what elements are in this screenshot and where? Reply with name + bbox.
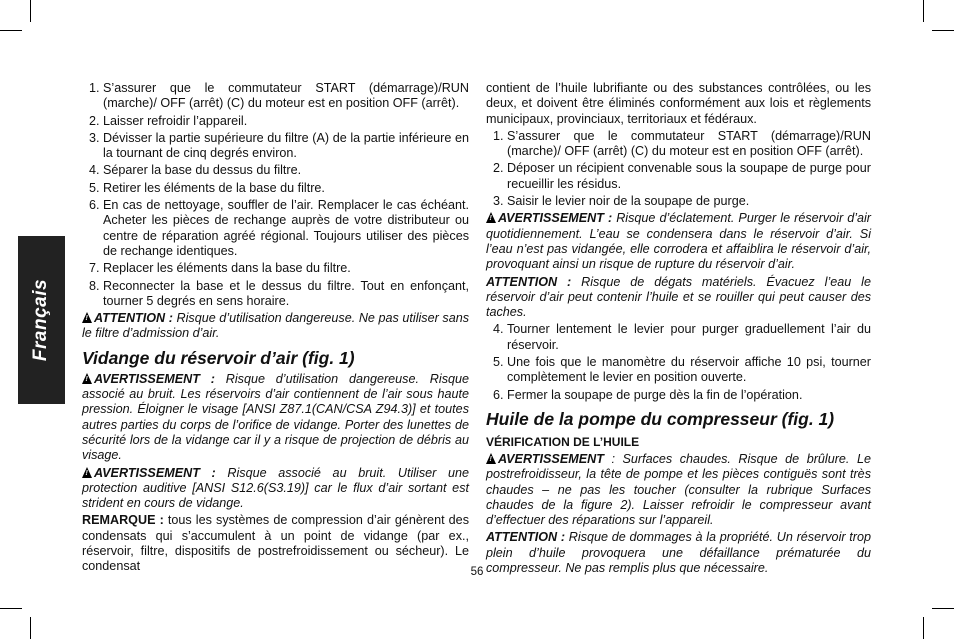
language-tab [18, 236, 65, 404]
list-item: 1. S’assurer que le commutateur START (démarrage)/RUN (marche)/ OFF (arrêt) (C) du moteur est en position OFF (arrêt). [89, 81, 469, 111]
crop-mark [0, 608, 22, 609]
attention-notice: ATTENTION : Risque de dégats matériels. Évacuez l’eau le réservoir d’air peut contenir l’huile et se rouiller qui peut causer des taches. [486, 274, 871, 320]
subsection-heading: VÉRIFICATION DE L’HUILE [486, 434, 640, 449]
warning-notice: !AVERTISSEMENT : Surfaces chaudes. Risque de brûlure. Le postrefroidisseur, la tête de pompe et les pièces contiguës sont très chaudes – ne pas les toucher (consulter la rubrique Surfaces chaudes de la figure 2). Laisser refroidir le compresseur avant d’effectuer des réparations sur l’appareil. [486, 452, 871, 528]
section-heading: Vidange du réservoir d’air (fig. 1) [82, 347, 355, 368]
note-paragraph: REMARQUE : tous les systèmes de compression d’air génèrent des condensats qui s’accumulent à un point de vidange (par ex., réservoir, filtre, dispositifs de postrefroidissement ou sécheur). Le condensat [82, 513, 469, 574]
list-item: 3. Dévisser la partie supérieure du filtre (A) de la partie inférieure en la tournant de cinq degrés environ. [89, 130, 469, 161]
list-item: 2. Déposer un récipient convenable sous la soupape de purge pour recueillir les résidus. [493, 161, 871, 191]
warning-icon [82, 373, 92, 384]
left-column [82, 81, 469, 577]
warning-icon [486, 453, 496, 464]
warning-icon [82, 467, 92, 478]
warning-icon [486, 212, 496, 223]
list-item: 5. Une fois que le manomètre du réservoir affiche 10 psi, tourner complètement le levier en position ouverte. [493, 355, 871, 385]
drain-steps-list [486, 129, 871, 209]
attention-notice: !ATTENTION : Risque d’utilisation dangereuse. Ne pas utiliser sans le filtre d’admission d’air. [82, 311, 469, 342]
list-item: 7. Replacer les éléments dans la base du filtre. [89, 261, 351, 276]
list-item: 8. Reconnecter la base et le dessus du filtre. Tout en enfonçant, tourner 5 degrés en sens horaire. [89, 278, 469, 308]
warning-icon [82, 312, 92, 323]
list-item: 3. Saisir le levier noir de la soupape de purge. [493, 194, 750, 209]
list-item: 6. Fermer la soupape de purge dès la fin de l’opération. [493, 387, 803, 402]
crop-mark [30, 617, 31, 639]
list-item: 4. Tourner lentement le levier pour purger graduellement l’air du réservoir. [493, 322, 871, 352]
list-item: 1. S’assurer que le commutateur START (démarrage)/RUN (marche)/ OFF (arrêt) (C) du moteur est en position OFF (arrêt). [493, 128, 871, 159]
page-number: 56 [470, 566, 484, 578]
list-item: 6. En cas de nettoyage, souffler de l’air. Remplacer le cas échéant. Acheter les pièces de rechange auprès de votre distributeur ou centre de réparation agréé régional. Toujours utiliser des pièces de rechange identiques. [89, 198, 469, 258]
list-item: 2. Laisser refroidir l’appareil. [89, 113, 248, 128]
attention-notice: ATTENTION : Risque de dommages à la propriété. Un réservoir trop plein d’huile provoquera une défaillance prématurée du compresseur. Ne pas remplis plus que nécessaire. [486, 530, 871, 576]
crop-mark [932, 608, 954, 609]
filter-steps-list [82, 81, 469, 309]
crop-mark [30, 0, 31, 22]
drain-steps-list-continued [486, 322, 871, 402]
list-item: 5. Retirer les éléments de la base du filtre. [89, 180, 325, 195]
language-label: Français [30, 278, 52, 362]
warning-notice: !AVERTISSEMENT : Risque associé au bruit. Utiliser une protection auditive [ANSI S12.6(S3.19)] car le flux d’air sortant est strident en cours de vidange. [82, 466, 469, 512]
crop-mark [0, 30, 22, 31]
warning-notice: !AVERTISSEMENT : Risque d’éclatement. Purger le réservoir d’air quotidiennement. L’eau se condensera dans le réservoir d’air. Si l’eau n’est pas vidangée, elle corrodera et affaiblira le réservoir d’air, provoquant ainsi un risque de rupture du réservoir d’air. [486, 211, 871, 272]
section-heading: Huile de la pompe du compresseur (fig. 1) [486, 408, 835, 429]
intro-paragraph: contient de l’huile lubrifiante ou des substances contrôlées, ou les deux, et doivent être éliminés conformément aux lois et règlements municipaux, provinciaux, territoriaux et fédéraux. [486, 81, 871, 126]
crop-mark [923, 0, 924, 22]
warning-notice: !AVERTISSEMENT : Risque d’utilisation dangereuse. Risque associé au bruit. Les réservoirs d’air contiennent de l’air sous haute pression. Éloigner le visage [ANSI Z87.1(CAN/CSA Z94.3)] et toutes autres parties du corps de l’orifice de vidange. Porter des lunettes de sécurité lors de la vidange car il y a risque de projection de débris au visage. [82, 372, 469, 464]
crop-mark [923, 617, 924, 639]
list-item: 4. Séparer la base du dessus du filtre. [89, 163, 302, 178]
right-column [486, 81, 871, 578]
crop-mark [932, 30, 954, 31]
